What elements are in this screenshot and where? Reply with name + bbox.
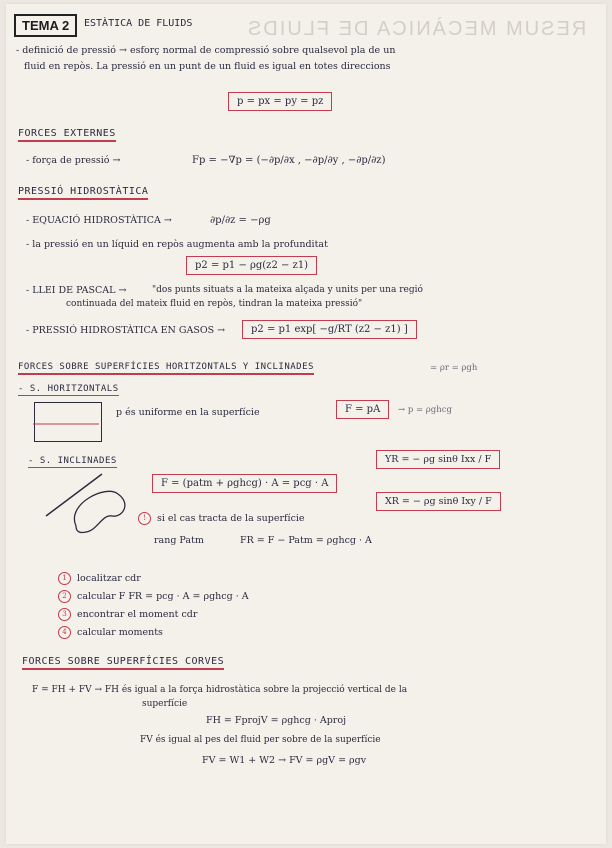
intro-line-1: - definició de pressió → esforç normal de compressió sobre qualsevol pla de un bbox=[16, 45, 396, 56]
curved-formula-1: FH = FprojV = ρghcg · Aproj bbox=[206, 715, 347, 726]
pascal-text-1: "dos punts situats a la mateixa alçada y units per una regió bbox=[152, 285, 423, 295]
forces-heading: FORCES EXTERNES bbox=[18, 128, 116, 142]
incl-note-text: si el cas tracta de la superfície bbox=[157, 513, 305, 524]
incl-note-formula: FR = F − Patm = ρghcg · A bbox=[240, 535, 372, 546]
note-bullet-icon: ! bbox=[138, 512, 151, 525]
forces-formula: Fp = −∇p = (−∂p/∂x , −∂p/∂y , −∂p/∂z) bbox=[192, 155, 386, 166]
hydro-heading: PRESSIÓ HIDROSTÀTICA bbox=[18, 186, 148, 200]
step-1 bbox=[58, 572, 141, 585]
step-3 bbox=[58, 608, 197, 621]
curved-line-1: F = FH + FV → FH és igual a la força hidrostàtica sobre la projecció vertical de la bbox=[32, 685, 408, 695]
step-number: 2 bbox=[58, 590, 71, 603]
curved-line-2: FV és igual al pes del fluid per sobre de la superfície bbox=[140, 735, 381, 745]
page-subtitle: ESTÀTICA DE FLUIDS bbox=[84, 18, 193, 29]
step-text: calcular F FR = pcg · A = ρghcg · A bbox=[77, 591, 249, 602]
curved-line-1b: superfície bbox=[142, 699, 188, 709]
intro-formula: p = px = py = pz bbox=[228, 92, 332, 111]
horiz-note: → p = ρghcg bbox=[398, 405, 452, 415]
intro-line-2: fluid en repòs. La pressió en un punt de un fluid es igual en totes direccions bbox=[24, 61, 391, 72]
note-sheet bbox=[6, 4, 606, 844]
horiz-label: - S. HORITZONTALS bbox=[18, 384, 119, 394]
hydro-eq-formula: ∂p/∂z = −ρg bbox=[210, 215, 271, 226]
step-text: localitzar cdr bbox=[77, 573, 141, 584]
step-text: calcular moments bbox=[77, 627, 163, 638]
horiz-formula: F = pA bbox=[336, 400, 389, 419]
ghost-title: RESUM MECÀNICA DE FLUIDS bbox=[245, 18, 586, 40]
incl-formula: F = (patm + ρghcg) · A = pcg · A bbox=[152, 474, 337, 493]
incl-note-line-2: rang Patm bbox=[154, 535, 204, 546]
yr-formula: YR = − ρg sinθ Ixx / F bbox=[376, 450, 500, 469]
forces-line: - força de pressió → bbox=[26, 155, 121, 166]
step-2 bbox=[58, 590, 249, 603]
pascal-text-2: continuada del mateix fluid en repòs, tindran la mateixa pressió" bbox=[66, 299, 363, 309]
page-title: TEMA 2 bbox=[14, 14, 77, 37]
step-4 bbox=[58, 626, 163, 639]
hydro-line-2: - la pressió en un líquid en repòs augmenta amb la profunditat bbox=[26, 239, 328, 250]
curved-formula-2: FV = W1 + W2 → FV = ρgV = ρgv bbox=[202, 755, 367, 766]
gas-formula: p2 = p1 exp[ −g/RT (z2 − z1) ] bbox=[242, 320, 417, 339]
surfaces-heading: FORCES SOBRE SUPERFÍCIES HORITZONTALS Y INCLINADES bbox=[18, 362, 314, 375]
hydro-formula-2: p2 = p1 − ρg(z2 − z1) bbox=[186, 256, 317, 275]
xr-formula: XR = − ρg sinθ Ixy / F bbox=[376, 492, 501, 511]
incl-note-line-1 bbox=[138, 512, 305, 525]
surfaces-side-note: = ρr = ρgh bbox=[430, 363, 478, 373]
incl-label: - S. INCLINADES bbox=[28, 456, 117, 466]
step-number: 3 bbox=[58, 608, 71, 621]
step-number: 1 bbox=[58, 572, 71, 585]
horiz-text: p és uniforme en la superfície bbox=[116, 407, 260, 418]
step-number: 4 bbox=[58, 626, 71, 639]
pascal-label: - LLEI DE PASCAL → bbox=[26, 285, 127, 296]
curved-heading: FORCES SOBRE SUPERFÍCIES CORVES bbox=[22, 656, 224, 670]
step-text: encontrar el moment cdr bbox=[77, 609, 198, 620]
gas-label: - PRESSIÓ HIDROSTÀTICA EN GASOS → bbox=[26, 325, 226, 336]
hydro-eq-label: - EQUACIÓ HIDROSTÀTICA → bbox=[26, 215, 172, 226]
